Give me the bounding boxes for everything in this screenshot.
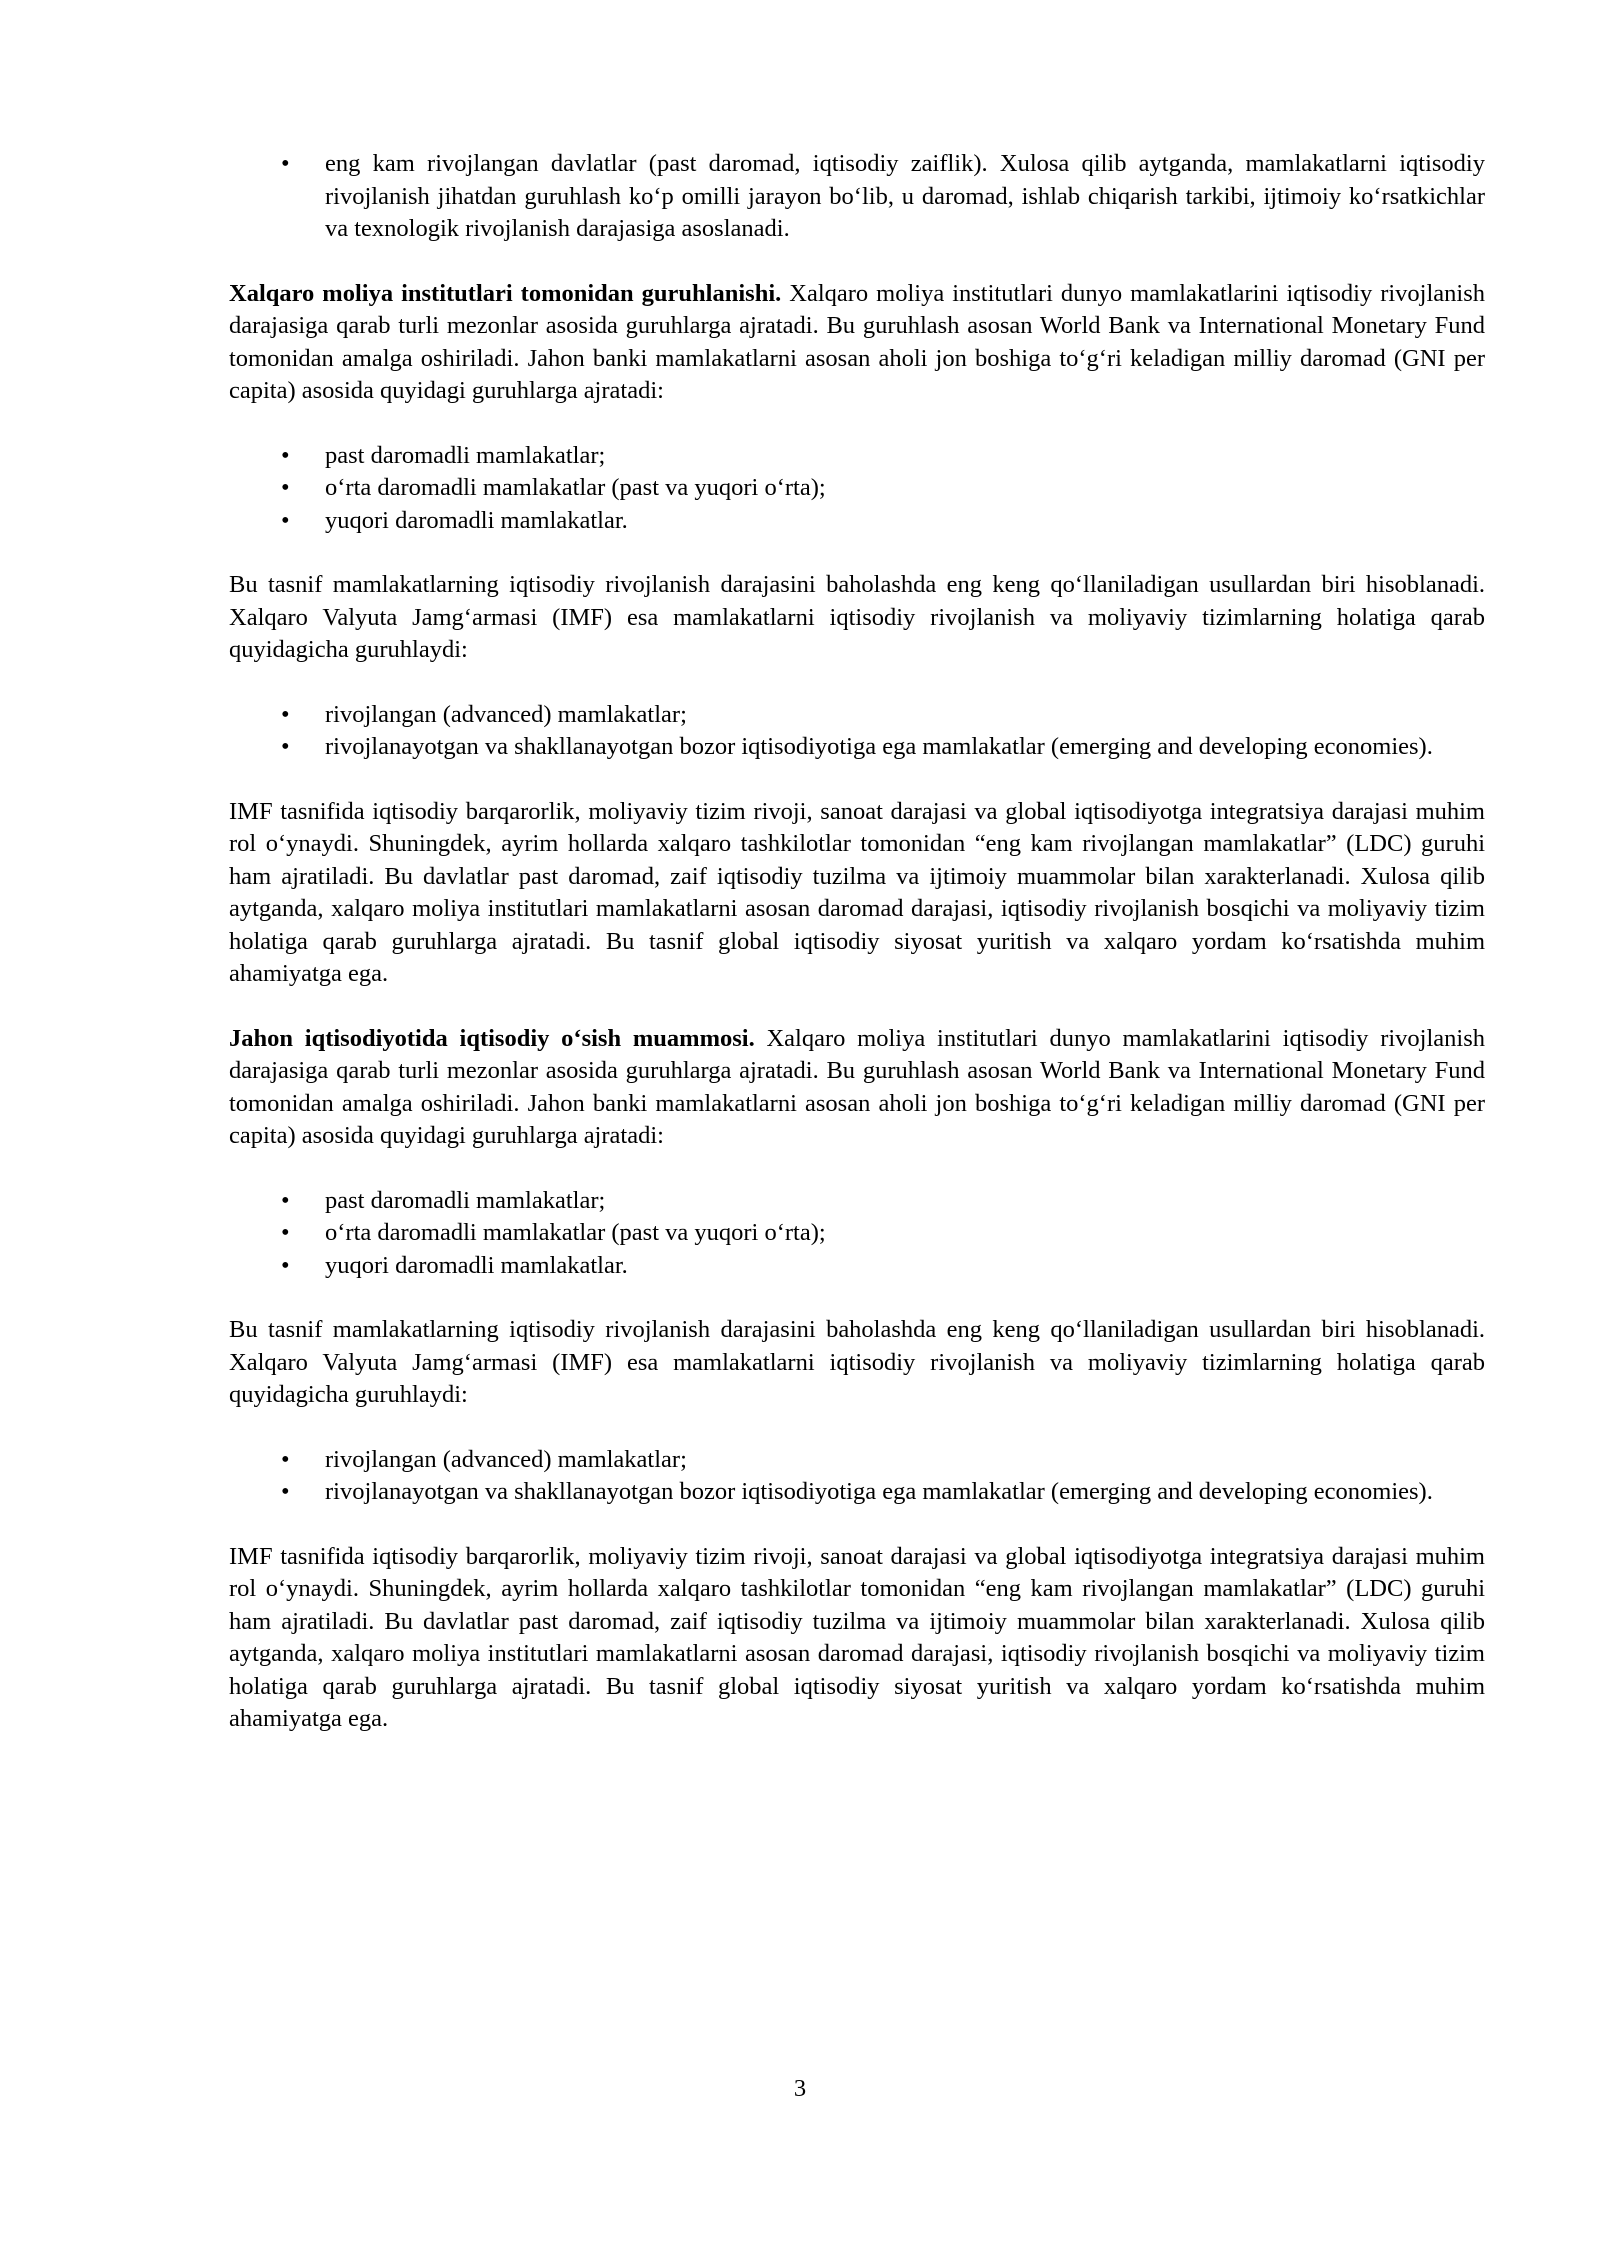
list-item: • past daromadli mamlakatlar; [229,440,1485,473]
list-item: • past daromadli mamlakatlar; [229,1185,1485,1218]
section-1-intro-text: Xalqaro moliya institutlari dunyo mamlakatlarini iqtisodiy rivojlanish darajasiga qarab turli mezonlar asosida guruhlarga ajratadi. Bu guruhlash asosan World Bank va International Monetary Fund tomonidan amalga oshiriladi. Jahon banki mamlakatlarni asosan aholi jon boshiga to‘g‘ri keladigan milliy daromad (GNI per capita) asosida quyidagi guruhlarga ajratadi: [229,279,1486,404]
section-2-intro-text: Xalqaro moliya institutlari dunyo mamlakatlarini iqtisodiy rivojlanish darajasiga qarab turli mezonlar asosida guruhlarga ajratadi. Bu guruhlash asosan World Bank va International Monetary Fund tomonidan amalga oshiriladi. Jahon banki mamlakatlarni asosan aholi jon boshiga to‘g‘ri keladigan milliy daromad (GNI per capita) asosida quyidagi guruhlarga ajratadi: [229,1024,1485,1149]
list-item: • yuqori daromadli mamlakatlar. [229,1250,1485,1283]
section-1-heading: Xalqaro moliya institutlari tomonidan guruhlanishi. [229,279,782,307]
list-item: • rivojlanayotgan va shakllanayotgan bozor iqtisodiyotiga ega mamlakatlar (emerging and developing economies). [229,1476,1485,1509]
list-item: • rivojlanayotgan va shakllanayotgan bozor iqtisodiyotiga ega mamlakatlar (emerging and developing economies). [229,731,1485,764]
list-item: • eng kam rivojlangan davlatlar (past daromad, iqtisodiy zaiflik). Xulosa qilib aytganda, mamlakatlarni iqtisodiy rivojlanish jihatdan guruhlash ko‘p omilli jarayon bo‘lib, u daromad, ishlab chiqarish tarkibi, ijtimoiy ko‘rsatkichlar va texnologik rivojlanish darajasiga asoslanadi. [229,148,1485,246]
list-item: • yuqori daromadli mamlakatlar. [229,505,1485,538]
section-2-intro-paragraph [229,1023,1485,1153]
section-2-paragraph-3: IMF tasnifida iqtisodiy barqarorlik, moliyaviy tizim rivoji, sanoat darajasi va global iqtisodiyotga integratsiya darajasi muhim rol o‘ynaydi. Shuningdek, ayrim hollarda xalqaro tashkilotlar tomonidan “eng kam rivojlangan mamlakatlar” (LDC) guruhi ham ajratiladi. Bu davlatlar past daromad, zaif iqtisodiy tuzilma va ijtimoiy muammolar bilan xarakterlanadi. Xulosa qilib aytganda, xalqaro moliya institutlari mamlakatlarni asosan daromad darajasi, iqtisodiy rivojlanish bosqichi va moliyaviy tizim holatiga qarab guruhlarga ajratadi. Bu tasnif global iqtisodiy siyosat yuritish va xalqaro yordam ko‘rsatishda muhim ahamiyatga ega. [229,1542,1485,1732]
section-2-imf-list [229,1444,1485,1509]
section-2-paragraph-2: Bu tasnif mamlakatlarning iqtisodiy rivojlanish darajasini baholashda eng keng qo‘llaniladigan usullardan biri hisoblanadi. Xalqaro Valyuta Jamg‘armasi (IMF) esa mamlakatlarni iqtisodiy rivojlanish va moliyaviy tizimlarning holatiga qarab quyidagicha guruhlaydi: [229,1316,1485,1408]
section-1-paragraph-2: Bu tasnif mamlakatlarning iqtisodiy rivojlanish darajasini baholashda eng keng qo‘llaniladigan usullardan biri hisoblanadi. Xalqaro Valyuta Jamg‘armasi (IMF) esa mamlakatlarni iqtisodiy rivojlanish va moliyaviy tizimlarning holatiga qarab quyidagicha guruhlaydi: [229,571,1485,663]
document-page [229,148,1485,1768]
section-1-paragraph-3: IMF tasnifida iqtisodiy barqarorlik, moliyaviy tizim rivoji, sanoat darajasi va global iqtisodiyotga integratsiya darajasi muhim rol o‘ynaydi. Shuningdek, ayrim hollarda xalqaro tashkilotlar tomonidan “eng kam rivojlangan mamlakatlar” (LDC) guruhi ham ajratiladi. Bu davlatlar past daromad, zaif iqtisodiy tuzilma va ijtimoiy muammolar bilan xarakterlanadi. Xulosa qilib aytganda, xalqaro moliya institutlari mamlakatlarni asosan daromad darajasi, iqtisodiy rivojlanish bosqichi va moliyaviy tizim holatiga qarab guruhlarga ajratadi. Bu tasnif global iqtisodiy siyosat yuritish va xalqaro yordam ko‘rsatishda muhim ahamiyatga ega. [229,797,1485,987]
page-number: 3 [793,2075,807,2102]
list-item: • rivojlangan (advanced) mamlakatlar; [229,699,1485,732]
section-1-imf-list [229,699,1485,764]
section-2-income-list [229,1185,1485,1283]
section-1-income-list [229,440,1485,538]
list-item: • o‘rta daromadli mamlakatlar (past va yuqori o‘rta); [229,1217,1485,1250]
section-1-intro-paragraph [229,278,1485,408]
list-item: • rivojlangan (advanced) mamlakatlar; [229,1444,1485,1477]
intro-bullet-list [229,148,1485,246]
list-item: • o‘rta daromadli mamlakatlar (past va yuqori o‘rta); [229,472,1485,505]
section-2-heading: Jahon iqtisodiyotida iqtisodiy o‘sish muammosi. [229,1024,755,1052]
